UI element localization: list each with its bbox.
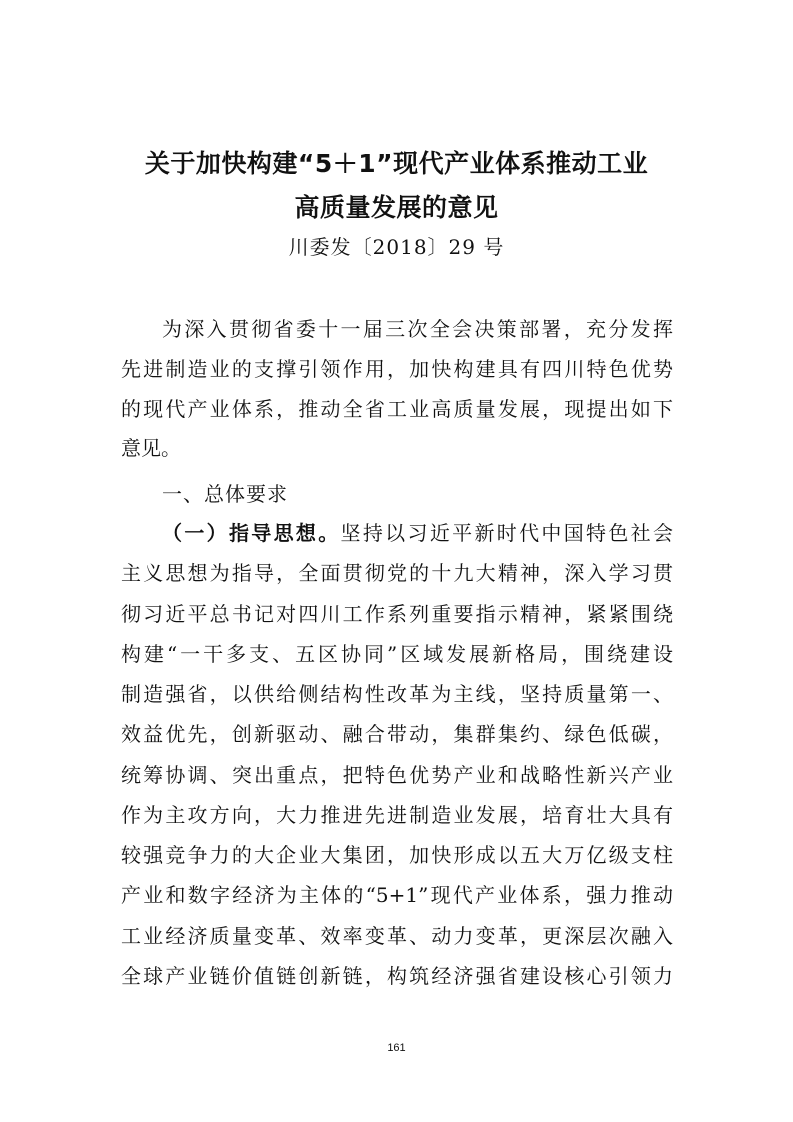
body-line-6: 统筹协调、突出重点，把特色优势产业和战略性新兴产业	[121, 763, 673, 787]
body-line-11: 全球产业链价值链创新链，构筑经济强省建设核心引领力	[121, 964, 673, 988]
section-heading: 一、总体要求	[162, 482, 288, 506]
subsection-label: （一）指导思想。	[162, 521, 341, 545]
body-line-4: 制造强省，以供给侧结构性改革为主线，坚持质量第一、	[121, 682, 673, 706]
intro-line-3: 的现代产业体系，推动全省工业高质量发展，现提出如下	[121, 397, 673, 421]
subsection-first-line	[162, 521, 673, 545]
body-line-3: 构建“一干多支、五区协同”区域发展新格局，围绕建设	[121, 642, 673, 666]
intro-line-1: 为深入贯彻省委十一届三次全会决策部署，充分发挥	[162, 317, 673, 341]
intro-line-2: 先进制造业的支撑引领作用，加快构建具有四川特色优势	[121, 357, 673, 381]
body-line-2: 彻习近平总书记对四川工作系列重要指示精神，紧紧围绕	[121, 602, 673, 626]
body-line-5: 效益优先，创新驱动、融合带动，集群集约、绿色低碳，	[121, 722, 673, 746]
subsection-first-line-text: 坚持以习近平新时代中国特色社会	[340, 521, 674, 545]
document-number: 川委发〔2018〕29 号	[288, 235, 505, 259]
body-line-7: 作为主攻方向，大力推进先进制造业发展，培育壮大具有	[121, 803, 673, 827]
body-line-8: 较强竞争力的大企业大集团，加快形成以五大万亿级支柱	[121, 843, 673, 867]
intro-line-4: 意见。	[121, 436, 181, 460]
body-line-1: 主义思想为指导，全面贯彻党的十九大精神，深入学习贯	[121, 561, 673, 585]
document-title-line-1: 关于加快构建“5＋1”现代产业体系推动工业	[144, 149, 649, 178]
page-number: 161	[387, 1042, 406, 1054]
body-line-10: 工业经济质量变革、效率变革、动力变革，更深层次融入	[121, 924, 673, 948]
body-line-9: 产业和数字经济为主体的“5+1”现代产业体系，强力推动	[121, 883, 673, 907]
document-title-line-2: 高质量发展的意见	[294, 193, 499, 222]
